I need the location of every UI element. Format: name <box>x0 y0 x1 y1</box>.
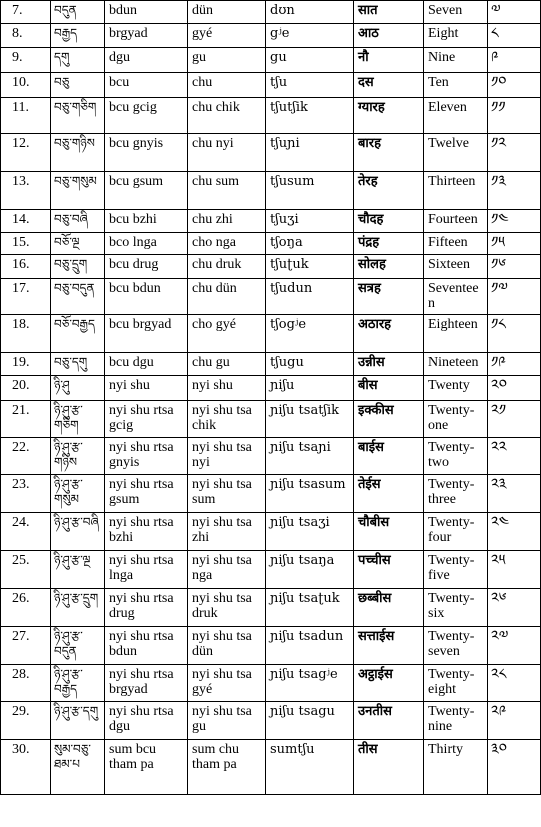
tibetan-numeral: ༢༨ <box>488 665 541 702</box>
english-word: Twenty-eight <box>424 665 488 702</box>
english-word: Twenty-nine <box>424 702 488 740</box>
row-number: 25. <box>1 551 51 589</box>
english-word: Seven <box>424 1 488 24</box>
wylie-transliteration: bcu brgyad <box>105 315 188 353</box>
tibetan-script: དགུ <box>51 48 105 73</box>
english-word: Twenty-seven <box>424 627 488 665</box>
phonetic-spelling: chu zhi <box>188 210 266 233</box>
wylie-transliteration: nyi shu rtsa bdun <box>105 627 188 665</box>
ipa-pronunciation: ɲiʃu tsagʲe <box>266 665 354 702</box>
table-row <box>1 255 541 279</box>
wylie-transliteration: bco lnga <box>105 233 188 255</box>
english-word: Thirty <box>424 740 488 795</box>
tibetan-script: ཉི་ཤུ་རྩ་དྲུག <box>51 589 105 627</box>
english-word: Twenty-three <box>424 475 488 513</box>
phonetic-spelling: nyi shu tsa chik <box>188 401 266 438</box>
table-row <box>1 353 541 376</box>
wylie-transliteration: nyi shu rtsa brgyad <box>105 665 188 702</box>
tibetan-script: བཅུ <box>51 73 105 98</box>
tibetan-script: བཅུ་གཅིག <box>51 98 105 134</box>
tibetan-numeral: ༧ <box>488 1 541 24</box>
english-word: Nine <box>424 48 488 73</box>
row-number: 9. <box>1 48 51 73</box>
ipa-pronunciation: tʃugu <box>266 353 354 376</box>
phonetic-spelling: gyé <box>188 24 266 48</box>
wylie-transliteration: bdun <box>105 1 188 24</box>
tibetan-numeral: ༡༥ <box>488 233 541 255</box>
english-word: Twenty-five <box>424 551 488 589</box>
phonetic-spelling: nyi shu tsa zhi <box>188 513 266 551</box>
row-number: 11. <box>1 98 51 134</box>
tibetan-script: བརྒྱད <box>51 24 105 48</box>
phonetic-spelling: chu nyi <box>188 134 266 172</box>
tibetan-script: བཅོ་བརྒྱད <box>51 315 105 353</box>
tibetan-numeral: ༡༨ <box>488 315 541 353</box>
ipa-pronunciation: gu <box>266 48 354 73</box>
ipa-pronunciation: ɲiʃu <box>266 376 354 401</box>
phonetic-spelling: nyi shu tsa nga <box>188 551 266 589</box>
english-word: Twenty-one <box>424 401 488 438</box>
phonetic-spelling: sum chu tham pa <box>188 740 266 795</box>
wylie-transliteration: brgyad <box>105 24 188 48</box>
table-row <box>1 475 541 513</box>
row-number: 30. <box>1 740 51 795</box>
wylie-transliteration: nyi shu rtsa drug <box>105 589 188 627</box>
row-number: 21. <box>1 401 51 438</box>
row-number: 26. <box>1 589 51 627</box>
phonetic-spelling: dün <box>188 1 266 24</box>
wylie-transliteration: dgu <box>105 48 188 73</box>
tibetan-script: བཅུ་གཉིས <box>51 134 105 172</box>
table-row <box>1 24 541 48</box>
phonetic-spelling: nyi shu tsa druk <box>188 589 266 627</box>
wylie-transliteration: nyi shu <box>105 376 188 401</box>
english-word: Eighteen <box>424 315 488 353</box>
english-word: Ten <box>424 73 488 98</box>
tibetan-numeral: ༢༢ <box>488 438 541 475</box>
ipa-pronunciation: tʃuʈuk <box>266 255 354 279</box>
english-word: Twelve <box>424 134 488 172</box>
tibetan-script: ཉི་ཤུ་རྩ་གསུམ <box>51 475 105 513</box>
row-number: 14. <box>1 210 51 233</box>
tibetan-script: ཉི་ཤུ་རྩ་ལྔ <box>51 551 105 589</box>
table-row <box>1 627 541 665</box>
english-word: Fourteen <box>424 210 488 233</box>
table-row <box>1 376 541 401</box>
ipa-pronunciation: ɲiʃu tsaʒi <box>266 513 354 551</box>
hindi-word: पंद्रह <box>354 233 424 255</box>
hindi-word: तेरह <box>354 172 424 210</box>
tibetan-script: སུམ་བཅུ་ཐམ་པ <box>51 740 105 795</box>
ipa-pronunciation: tʃoŋa <box>266 233 354 255</box>
ipa-pronunciation: tʃudun <box>266 279 354 315</box>
phonetic-spelling: chu gu <box>188 353 266 376</box>
ipa-pronunciation: tʃusum <box>266 172 354 210</box>
row-number: 23. <box>1 475 51 513</box>
phonetic-spelling: nyi shu tsa dün <box>188 627 266 665</box>
tibetan-numeral: ༩ <box>488 48 541 73</box>
table-row <box>1 48 541 73</box>
tibetan-script: བཅུ་བཞི <box>51 210 105 233</box>
english-word: Twenty-four <box>424 513 488 551</box>
hindi-word: सात <box>354 1 424 24</box>
phonetic-spelling: chu <box>188 73 266 98</box>
phonetic-spelling: chu druk <box>188 255 266 279</box>
tibetan-numeral: ༡༩ <box>488 353 541 376</box>
tibetan-script: བཅུ་བདུན <box>51 279 105 315</box>
wylie-transliteration: bcu bdun <box>105 279 188 315</box>
table-row <box>1 98 541 134</box>
table-row <box>1 315 541 353</box>
hindi-word: इक्कीस <box>354 401 424 438</box>
row-number: 12. <box>1 134 51 172</box>
wylie-transliteration: bcu drug <box>105 255 188 279</box>
table-row <box>1 279 541 315</box>
tibetan-script: ཉི་ཤུ་རྩ་བརྒྱད <box>51 665 105 702</box>
wylie-transliteration: bcu gcig <box>105 98 188 134</box>
tibetan-numeral: ༢༦ <box>488 589 541 627</box>
wylie-transliteration: bcu dgu <box>105 353 188 376</box>
hindi-word: सत्ताईस <box>354 627 424 665</box>
table-row <box>1 172 541 210</box>
tibetan-script: ཉི་ཤུ་རྩ་གཉིས <box>51 438 105 475</box>
wylie-transliteration: nyi shu rtsa gsum <box>105 475 188 513</box>
tibetan-numeral: ༡༦ <box>488 255 541 279</box>
tibetan-script: བཅོ་ལྔ <box>51 233 105 255</box>
english-word: Sixteen <box>424 255 488 279</box>
row-number: 24. <box>1 513 51 551</box>
hindi-word: उन्नीस <box>354 353 424 376</box>
table-row <box>1 134 541 172</box>
hindi-word: चौदह <box>354 210 424 233</box>
ipa-pronunciation: ɲiʃu tsaŋa <box>266 551 354 589</box>
ipa-pronunciation: ɲiʃu tsaʈuk <box>266 589 354 627</box>
wylie-transliteration: nyi shu rtsa gnyis <box>105 438 188 475</box>
hindi-word: ग्यारह <box>354 98 424 134</box>
ipa-pronunciation: dʊn <box>266 1 354 24</box>
hindi-word: दस <box>354 73 424 98</box>
row-number: 16. <box>1 255 51 279</box>
phonetic-spelling: chu dün <box>188 279 266 315</box>
english-word: Eleven <box>424 98 488 134</box>
table-row <box>1 551 541 589</box>
hindi-word: बीस <box>354 376 424 401</box>
wylie-transliteration: bcu bzhi <box>105 210 188 233</box>
wylie-transliteration: bcu gsum <box>105 172 188 210</box>
ipa-pronunciation: tʃu <box>266 73 354 98</box>
hindi-word: पच्चीस <box>354 551 424 589</box>
hindi-word: बारह <box>354 134 424 172</box>
row-number: 27. <box>1 627 51 665</box>
row-number: 8. <box>1 24 51 48</box>
table-row <box>1 665 541 702</box>
tibetan-numeral: ༡༣ <box>488 172 541 210</box>
phonetic-spelling: nyi shu tsa gu <box>188 702 266 740</box>
row-number: 17. <box>1 279 51 315</box>
table-row <box>1 1 541 24</box>
tibetan-numeral: ༣༠ <box>488 740 541 795</box>
ipa-pronunciation: ɲiʃu tsadun <box>266 627 354 665</box>
tibetan-numeral: ༡༧ <box>488 279 541 315</box>
phonetic-spelling: gu <box>188 48 266 73</box>
tibetan-script: ཉི་ཤུ་རྩ་གཅིག <box>51 401 105 438</box>
phonetic-spelling: chu chik <box>188 98 266 134</box>
wylie-transliteration: nyi shu rtsa dgu <box>105 702 188 740</box>
hindi-word: उनतीस <box>354 702 424 740</box>
hindi-word: तीस <box>354 740 424 795</box>
table-body <box>1 1 541 795</box>
row-number: 22. <box>1 438 51 475</box>
wylie-transliteration: nyi shu rtsa gcig <box>105 401 188 438</box>
ipa-pronunciation: tʃuʒi <box>266 210 354 233</box>
hindi-word: चौबीस <box>354 513 424 551</box>
english-word: Nineteen <box>424 353 488 376</box>
phonetic-spelling: nyi shu tsa gyé <box>188 665 266 702</box>
ipa-pronunciation: ɲiʃu tsaɲi <box>266 438 354 475</box>
table-row <box>1 589 541 627</box>
row-number: 18. <box>1 315 51 353</box>
ipa-pronunciation: ɲiʃu tsasum <box>266 475 354 513</box>
row-number: 15. <box>1 233 51 255</box>
tibetan-script: བཅུ་དྲུག <box>51 255 105 279</box>
row-number: 10. <box>1 73 51 98</box>
hindi-word: सोलह <box>354 255 424 279</box>
wylie-transliteration: bcu gnyis <box>105 134 188 172</box>
tibetan-script: ཉི་ཤུ་རྩ་དགུ <box>51 702 105 740</box>
ipa-pronunciation: tʃogʲe <box>266 315 354 353</box>
ipa-pronunciation: ɲiʃu tsagu <box>266 702 354 740</box>
english-word: Fifteen <box>424 233 488 255</box>
tibetan-numeral: ༡༢ <box>488 134 541 172</box>
english-word: Eight <box>424 24 488 48</box>
table-row <box>1 740 541 795</box>
wylie-transliteration: nyi shu rtsa lnga <box>105 551 188 589</box>
tibetan-script: ཉི་ཤུ་རྩ་བཞི <box>51 513 105 551</box>
table-row <box>1 513 541 551</box>
table-row <box>1 210 541 233</box>
english-word: Seventeen <box>424 279 488 315</box>
hindi-word: बाईस <box>354 438 424 475</box>
ipa-pronunciation: ɲiʃu tsatʃik <box>266 401 354 438</box>
tibetan-numeral: ༢༩ <box>488 702 541 740</box>
tibetan-script: བཅུ་གསུམ <box>51 172 105 210</box>
ipa-pronunciation: sumtʃu <box>266 740 354 795</box>
ipa-pronunciation: tʃutʃik <box>266 98 354 134</box>
wylie-transliteration: bcu <box>105 73 188 98</box>
tibetan-numeral: ༡༡ <box>488 98 541 134</box>
tibetan-numeral: ༢༡ <box>488 401 541 438</box>
tibetan-numeral: ༢༣ <box>488 475 541 513</box>
wylie-transliteration: nyi shu rtsa bzhi <box>105 513 188 551</box>
hindi-word: अट्ठाईस <box>354 665 424 702</box>
ipa-pronunciation: tʃuɲi <box>266 134 354 172</box>
tibetan-numeral: ༡༠ <box>488 73 541 98</box>
row-number: 20. <box>1 376 51 401</box>
phonetic-spelling: nyi shu tsa sum <box>188 475 266 513</box>
phonetic-spelling: cho gyé <box>188 315 266 353</box>
table-row <box>1 73 541 98</box>
hindi-word: सत्रह <box>354 279 424 315</box>
tibetan-script: ཉི་ཤུ་རྩ་བདུན <box>51 627 105 665</box>
english-word: Thirteen <box>424 172 488 210</box>
tibetan-script: བདུན <box>51 1 105 24</box>
tibetan-numeral: ༢༧ <box>488 627 541 665</box>
table-row <box>1 702 541 740</box>
tibetan-numeral: ༨ <box>488 24 541 48</box>
tibetan-numeral: ༡༤ <box>488 210 541 233</box>
row-number: 13. <box>1 172 51 210</box>
phonetic-spelling: nyi shu <box>188 376 266 401</box>
tibetan-script: བཅུ་དགུ <box>51 353 105 376</box>
english-word: Twenty <box>424 376 488 401</box>
english-word: Twenty-six <box>424 589 488 627</box>
hindi-word: नौ <box>354 48 424 73</box>
table-row <box>1 401 541 438</box>
row-number: 19. <box>1 353 51 376</box>
table-row <box>1 438 541 475</box>
phonetic-spelling: nyi shu tsa nyi <box>188 438 266 475</box>
hindi-word: आठ <box>354 24 424 48</box>
row-number: 29. <box>1 702 51 740</box>
hindi-word: अठारह <box>354 315 424 353</box>
tibetan-script: ཉི་ཤུ <box>51 376 105 401</box>
wylie-transliteration: sum bcu tham pa <box>105 740 188 795</box>
row-number: 7. <box>1 1 51 24</box>
hindi-word: छब्बीस <box>354 589 424 627</box>
phonetic-spelling: cho nga <box>188 233 266 255</box>
row-number: 28. <box>1 665 51 702</box>
phonetic-spelling: chu sum <box>188 172 266 210</box>
table-row <box>1 233 541 255</box>
tibetan-numeral: ༢༥ <box>488 551 541 589</box>
english-word: Twenty-two <box>424 438 488 475</box>
ipa-pronunciation: gʲe <box>266 24 354 48</box>
tibetan-numeral: ༢༤ <box>488 513 541 551</box>
tibetan-numeral: ༢༠ <box>488 376 541 401</box>
hindi-word: तेईस <box>354 475 424 513</box>
